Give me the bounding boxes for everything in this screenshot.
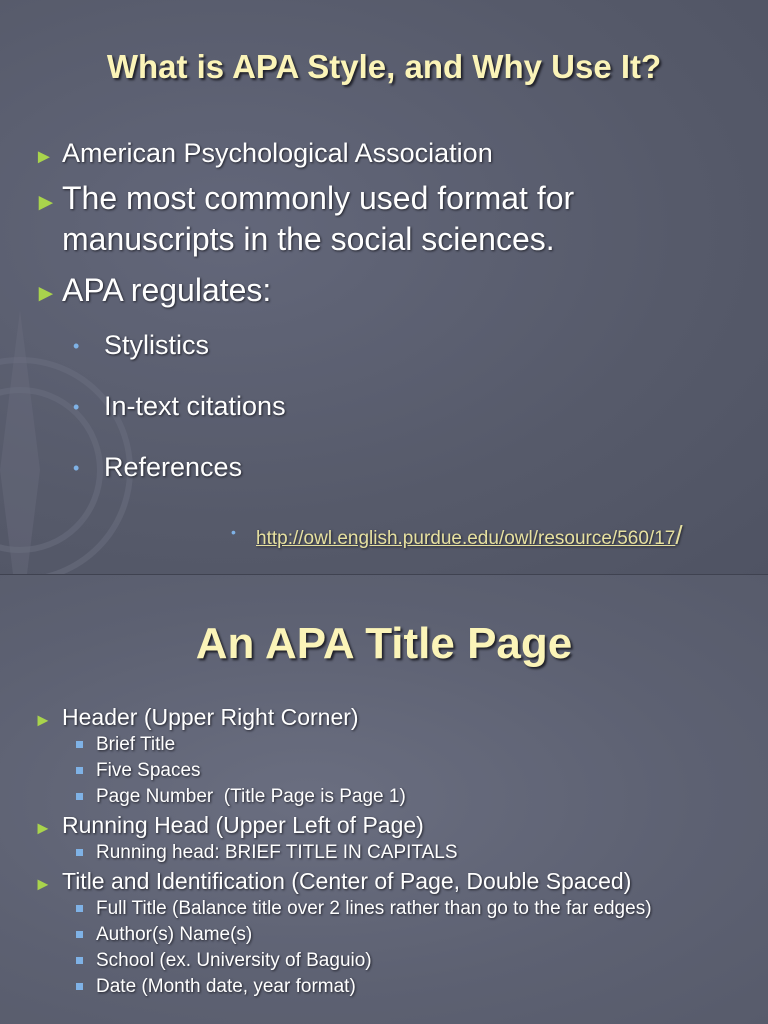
compass-watermark-icon	[0, 270, 160, 575]
section-heading: Running Head (Upper Left of Page)	[62, 812, 424, 838]
section-item: Author(s) Name(s)	[96, 924, 253, 945]
slide-title: An APA Title Page	[195, 619, 573, 668]
dot-bullet-icon: •	[231, 524, 236, 540]
section-item: Five Spaces	[96, 760, 201, 781]
slide-title: What is APA Style, and Why Use It?	[106, 48, 662, 85]
dot-bullet-icon: •	[73, 397, 80, 417]
bullet-text: The most commonly used format for	[62, 180, 575, 216]
sub-bullet-text: References	[104, 452, 243, 482]
square-bullet-icon	[76, 849, 83, 856]
section-heading: Header (Upper Right Corner)	[62, 704, 359, 730]
arrow-bullet-icon: ►	[34, 280, 58, 307]
slide-apa-title-page	[0, 575, 768, 1024]
arrow-bullet-icon: ►	[34, 146, 54, 168]
sub-bullet-text: In-text citations	[104, 391, 286, 421]
section-heading: Title and Identification (Center of Page, Double Spaced)	[62, 868, 632, 894]
section-item: Page Number (Title Page is Page 1)	[96, 786, 406, 807]
square-bullet-icon	[76, 957, 83, 964]
owl-purdue-link[interactable]: http://owl.english.purdue.edu/owl/resource/560/17	[256, 528, 676, 549]
square-bullet-icon	[76, 983, 83, 990]
link-line	[256, 520, 683, 551]
section-item: Running head: BRIEF TITLE IN CAPITALS	[96, 842, 458, 863]
bullet-text: APA regulates:	[62, 272, 272, 308]
dot-bullet-icon: •	[73, 458, 80, 478]
section-item: Date (Month date, year format)	[96, 976, 356, 997]
arrow-bullet-icon: ►	[34, 710, 52, 730]
dot-bullet-icon: •	[73, 336, 80, 356]
square-bullet-icon	[76, 931, 83, 938]
bullet-text: American Psychological Association	[62, 138, 493, 168]
square-bullet-icon	[76, 741, 83, 748]
link-trailing-slash: /	[675, 520, 683, 550]
arrow-bullet-icon: ►	[34, 874, 52, 894]
arrow-bullet-icon: ►	[34, 189, 58, 216]
square-bullet-icon	[76, 905, 83, 912]
section-item: Brief Title	[96, 734, 176, 755]
section-item: Full Title (Balance title over 2 lines rather than go to the far edges)	[96, 898, 652, 919]
square-bullet-icon	[76, 767, 83, 774]
sub-bullet-text: Stylistics	[104, 330, 210, 360]
arrow-bullet-icon: ►	[34, 818, 52, 838]
bullet-text-continued: manuscripts in the social sciences.	[62, 221, 555, 257]
square-bullet-icon	[76, 793, 83, 800]
section-item: School (ex. University of Baguio)	[96, 950, 372, 971]
